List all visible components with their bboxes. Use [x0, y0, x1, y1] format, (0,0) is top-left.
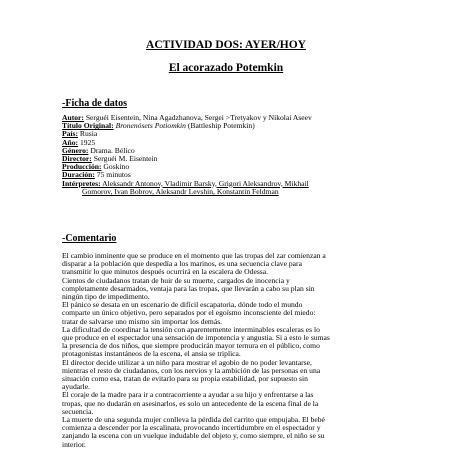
body-line: protagonistas instantáneos de la escena, el ansia se triplica. [62, 349, 241, 359]
body-line: El director decide utilizar a un niño para mostrar el agobio de no poder levantarse, [62, 357, 312, 367]
body-line: comparte un único objetivo, pero separados por el egoísmo inconsciente del miedo: [62, 308, 316, 318]
field-value: Serguéi M. Eisentein [91, 154, 158, 164]
body-line: disparar a la población que despedía a los marinos, es una secuencia clave para [62, 259, 302, 269]
field-value: Bronenósets Potiomkin [113, 121, 186, 131]
field-value: Goskino [101, 162, 130, 172]
field-label: País: [62, 129, 79, 139]
activity-title: ACTIVIDAD DOS: AYER/HOY [146, 39, 306, 51]
field-label: Título Original: [62, 121, 114, 131]
body-line: interior. [62, 439, 86, 449]
body-line: secuencia. [62, 406, 94, 416]
body-line: mientras el resto de ciudadanos, con los nervios y la ambición de las personas en una [62, 365, 321, 375]
body-line: El pánico se desata en un escenario de difícil escapatoria, dónde todo el mundo [62, 300, 303, 310]
body-line: La muerte de una segunda mujer conlleva la pérdida del carrito que empujaba. El bebé [62, 415, 325, 425]
field-value-extra: (Battleship Potemkin) [185, 121, 255, 131]
field-label: Duración: [62, 170, 95, 180]
comentario-body [62, 252, 392, 449]
field-label: Autor: [62, 113, 84, 122]
film-title: El acorazado Potemkin [168, 62, 284, 74]
field-label: Año: [62, 137, 79, 147]
body-line: transmitir lo que minutos después ocurrirá en la escalera de Odessa. [62, 267, 269, 277]
field-titulo [62, 122, 392, 130]
field-value: 1925 [78, 137, 96, 147]
body-line: El cambio inminente que se produce en el momento que las tropas del zar comienzan a [62, 251, 326, 260]
comentario-heading: -Comentario [62, 233, 117, 244]
body-line: la presencia de dos niños, que siempre producirán mayor ternura en el público, como [62, 341, 320, 351]
ficha-fields [62, 114, 392, 196]
field-value: Aleksandr Antonov, Vladimir Barsky, Grigori Aleksandrov, Mikhail [100, 178, 309, 188]
body-line: El coraje de la madre para ir a contracorriente a ayudar a su hijo y enfrentarse a las [62, 390, 314, 400]
body-line: completamente desarmados, ventaja para las tropas, que llevarán a cabo su plan sin [62, 283, 315, 293]
field-value: Rusia [78, 129, 98, 139]
field-interpretes-cont [62, 188, 392, 196]
field-label: Intérpretes: [62, 178, 101, 188]
body-line: situación como esa, tratan de evitarlo para su propia estabilidad, por supuesto sin [62, 374, 308, 384]
body-line: ayudarle. [62, 382, 91, 392]
body-line: La dificultad de coordinar la tensión con aparentemente interminables escaleras es lo [62, 324, 320, 334]
body-line: tropas, que no dudarán en asesinarlos, es solo un antecedente de la escena final de la [62, 398, 319, 408]
field-value: Serguéi Eisentein, Nina Agadzhanova, Sergei >Tretyakov y Nikolai Aseev [83, 113, 312, 122]
field-label: Producción: [62, 162, 102, 172]
body-line: tratar de salvarse uno mismo sin importar los demás. [62, 316, 223, 326]
field-label: Género: [62, 145, 89, 155]
body-line: zanjando la escena con un vuelque indudable del objeto y, como siempre, el niño se su [62, 431, 325, 441]
ficha-heading: -Ficha de datos [62, 98, 127, 109]
field-pais [62, 130, 392, 138]
body-line: Cientos de ciudadanos tratan de huir de su muerte, cargados de inocencia y [62, 275, 290, 285]
body-line: que produce en el espectador una sensación de impotencia y angustia. Si a esto le sumas [62, 333, 330, 343]
body-line: ningún tipo de impedimento. [62, 292, 150, 302]
field-value: Gomorov, Ivan Bobrov, Aleksandr Levshin, Konstantin Feldman [82, 186, 279, 196]
field-value: Drama. Bélico [88, 145, 135, 155]
field-value: 75 minutos [94, 170, 131, 180]
body-line: comienza a descender por la escalinata, provocando incertidumbre en el espectador y [62, 423, 321, 433]
field-label: Director: [62, 154, 92, 164]
